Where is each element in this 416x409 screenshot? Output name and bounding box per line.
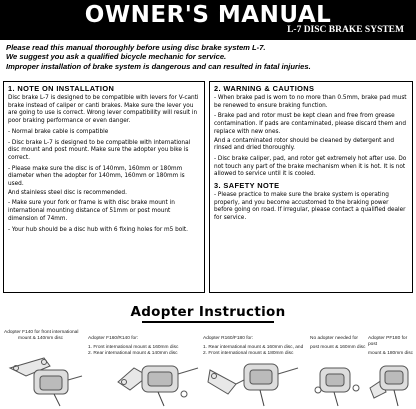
manual-subtitle: L-7 DISC BRAKE SYSTEM bbox=[287, 25, 404, 35]
warnings-panel bbox=[209, 81, 413, 293]
caption-line: Adopter R160/F180 for: bbox=[203, 336, 254, 341]
adopter-caption-pf180 bbox=[368, 336, 416, 357]
adopter-caption-post160 bbox=[310, 336, 365, 351]
installation-paragraph: - Please make sure the disc is of 140mm, 160mm or 180mm diameter when the adopter for 140mm, 160mm or 180mm is used. bbox=[8, 163, 185, 188]
caption-line: 2. Front international mount & 180mm disc bbox=[203, 351, 294, 356]
caption-line: mount & 140mm disc bbox=[18, 336, 64, 341]
safety-paragraph: - Please practice to make sure the brake system is operating properly, and you become accustomed to the braking power before going on road. If irregular, please contact a qualified dealer for service. bbox=[214, 190, 406, 222]
installation-title: 1. NOTE ON INSTALLATION bbox=[8, 84, 115, 93]
installation-paragraph: Disc brake L-7 is designed to be compatible with levers for V-canti brake instead of caliper or canti brakes. Make sure the lever you are going to use is correct. Wrong lever compatibility will result in poor braking performance or even danger. bbox=[8, 93, 199, 125]
caption-line: 2. Rear international mount & 140mm disc bbox=[88, 351, 178, 356]
installation-paragraph: And stainless steel disc is recommended. bbox=[8, 187, 127, 196]
adopter-r160-diagram bbox=[206, 354, 306, 408]
warnings-title: 2. WARNING & CAUTIONS bbox=[214, 84, 315, 93]
caption-line: No adopter needed for bbox=[310, 336, 359, 341]
caption-line: 1. Front international mount & 160mm disc bbox=[88, 345, 179, 350]
caption-line: Adopter PF180 for post bbox=[368, 336, 408, 347]
intro-line: Improper installation of brake system is dangerous and can resulted in fatal injuries. bbox=[6, 61, 311, 71]
caption-line: mount & 180mm disc bbox=[368, 351, 414, 356]
manual-title: OWNER'S MANUAL bbox=[84, 2, 332, 28]
adopter-title: Adopter Instruction bbox=[130, 304, 286, 320]
caption-line: Adopter F140 for front international bbox=[4, 330, 79, 335]
installation-panel bbox=[3, 81, 205, 293]
intro-line: Please read this manual thoroughly before using disc brake system L-7. bbox=[6, 43, 266, 52]
installation-paragraph: - Your hub should be a disc hub with 6 fixing holes for m5 bolt. bbox=[8, 224, 188, 233]
manual-header bbox=[0, 0, 416, 40]
installation-paragraph: - Make sure your fork or frame is with disc brake mount in international mounting distance of 51mm or post mount dimension of 74mm. bbox=[8, 198, 175, 222]
caption-line: Adopter F160/R140 for: bbox=[88, 336, 139, 341]
adopter-f140-diagram bbox=[4, 350, 86, 408]
adopter-caption-f140 bbox=[4, 330, 78, 342]
post-mount-diagram bbox=[312, 360, 362, 408]
warnings-paragraph: And a contaminated rotor should be cleaned by detergent and rinsed and dried thoroughly. bbox=[214, 135, 395, 152]
warnings-paragraph: - When brake pad is worn to no more than 0.5mm, brake pad must be renewed to ensure braking function. bbox=[214, 93, 407, 109]
warnings-paragraph: - Brake pad and rotor must be kept clean and free from grease contamination. If pads are contaminated, please discard them and replace with new ones. bbox=[214, 111, 406, 135]
adopter-f160-diagram bbox=[114, 354, 204, 408]
caption-line: post mount & 160mm disc bbox=[310, 345, 366, 350]
intro-warning bbox=[6, 43, 412, 71]
warnings-paragraph: - Disc brake caliper, pad, and rotor get extremely hot after use. Do not touch any part of the brake mechanism when it is hot. It is not allowed to service until it is cooled. bbox=[214, 153, 407, 178]
adopter-title-underline bbox=[142, 321, 274, 323]
adopter-pf180-diagram bbox=[366, 358, 414, 408]
installation-paragraph: - Normal brake cable is compatible bbox=[8, 126, 109, 135]
caption-line: 1. Rear international mount & 160mm disc, and bbox=[203, 345, 304, 350]
installation-paragraph: - Disc brake L-7 is designed to be compatible with international disc mount and post mount. Make sure the adopter you bike is correct. bbox=[8, 137, 191, 161]
safety-title: 3. SAFETY NOTE bbox=[214, 181, 280, 191]
intro-line: We suggest you ask a qualified bicycle mechanic for service. bbox=[6, 52, 227, 62]
